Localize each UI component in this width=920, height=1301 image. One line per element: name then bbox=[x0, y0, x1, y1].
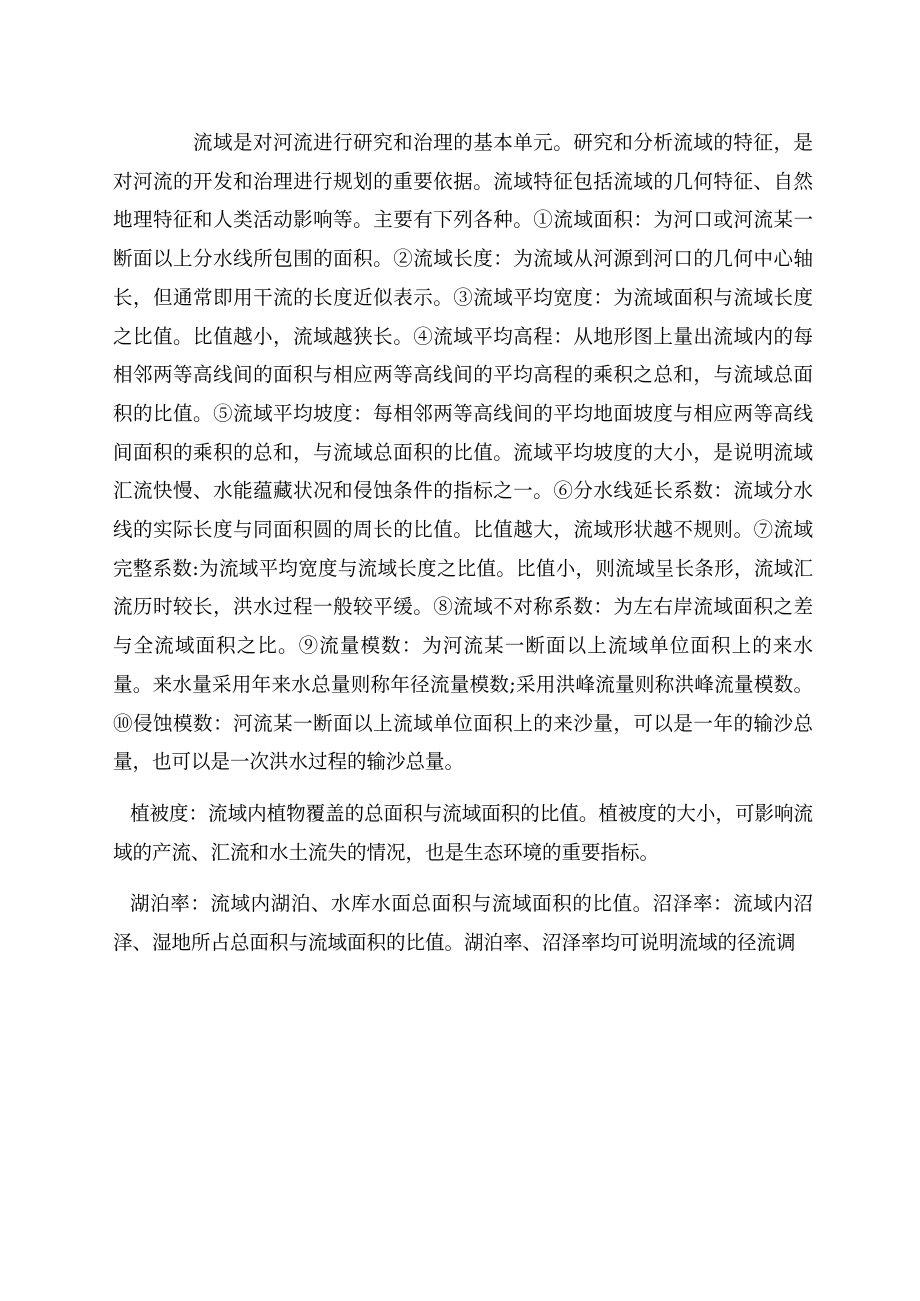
document-body bbox=[113, 124, 813, 963]
paragraph-watershed-characteristics: 流域是对河流进行研究和治理的基本单元。研究和分析流域的特征，是对河流的开发和治理进行规划的重要依据。流域特征包括流域的几何特征、自然地理特征和人类活动影响等。主要有下列各种。①流域面积：为河口或河流某一断面以上分水线所包围的面积。②流域长度：为流域从河源到河口的几何中心轴长，但通常即用干流的长度近似表示。③流域平均宽度：为流域面积与流域长度之比值。比值越小，流域越狭长。④流域平均高程：从地形图上量出流域内的每相邻两等高线间的面积与相应两等高线间的平均高程的乘积之总和，与流域总面积的比值。⑤流域平均坡度：每相邻两等高线间的平均地面坡度与相应两等高线间面积的乘积的总和，与流域总面积的比值。流域平均坡度的大小，是说明流域汇流快慢、水能蕴藏状况和侵蚀条件的指标之一。⑥分水线延长系数：流域分水线的实际长度与同面积圆的周长的比值。比值越大，流域形状越不规则。⑦流域完整系数:为流域平均宽度与流域长度之比值。比值小，则流域呈长条形，流域汇流历时较长，洪水过程一般较平缓。⑧流域不对称系数：为左右岸流域面积之差与全流域面积之比。⑨流量模数：为河流某一断面以上流域单位面积上的来水量。来水量采用年来水总量则称年径流量模数;采用洪峰流量则称洪峰流量模数。⑩侵蚀模数：河流某一断面以上流域单位面积上的来沙量，可以是一年的输沙总量，也可以是一次洪水过程的输沙总量。 bbox=[113, 131, 813, 774]
paragraph-lake-swamp-ratio: 湖泊率：流域内湖泊、水库水面总面积与流域面积的比值。沼泽率：流域内沼泽、湿地所占总面积与流域面积的比值。湖泊率、沼泽率均可说明流域的径流调 bbox=[113, 892, 813, 955]
paragraph-vegetation-coverage: 植被度：流域内植物覆盖的总面积与流域面积的比值。植被度的大小，可影响流域的产流、汇流和水土流失的情况，也是生态环境的重要指标。 bbox=[113, 801, 813, 864]
